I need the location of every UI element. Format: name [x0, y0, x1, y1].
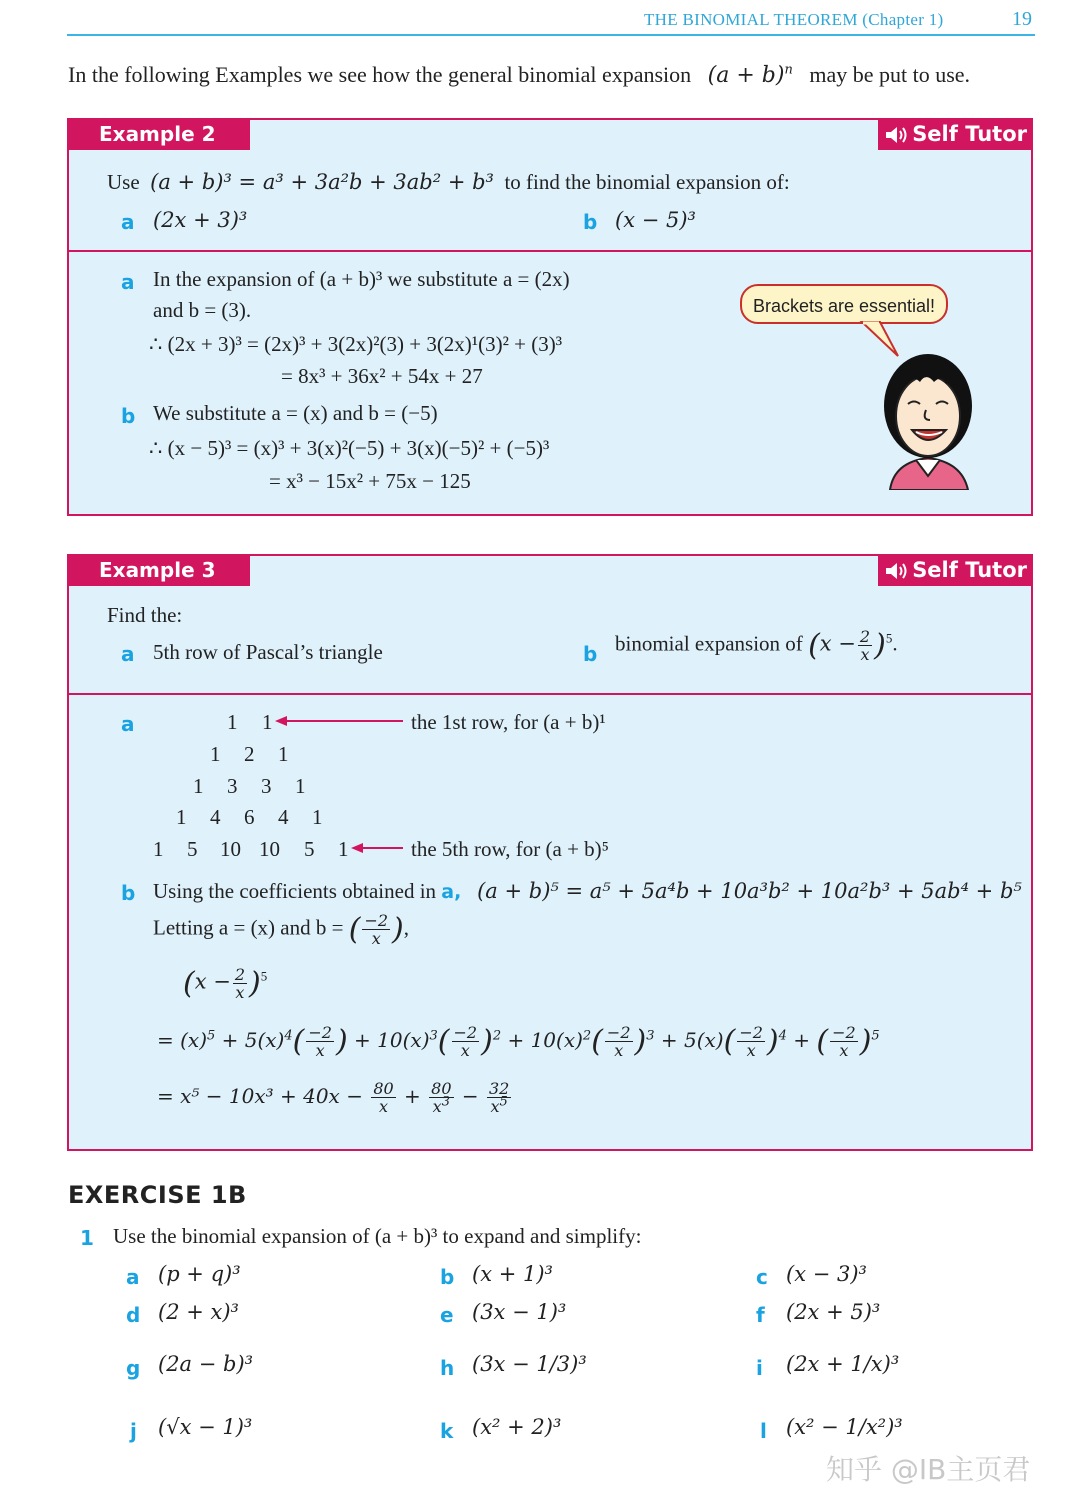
running-header: THE BINOMIAL THEOREM (Chapter 1)	[644, 10, 944, 29]
page-number: 19	[1012, 8, 1032, 30]
exercise-part-expression: (x − 3)³	[786, 1262, 867, 1286]
exercise-part-expression: (x² − 1/x²)³	[786, 1415, 903, 1439]
part-b-text: binomial expansion of (x − $\frac{2}{x}$ )$^5$.	[615, 627, 898, 664]
exercise-part-label: j	[130, 1419, 137, 1443]
expansion-line: = $(x)^5 + 5(x)^4$( $\frac{-2}{x}$ ) + $10(x)^3$( $\frac{-2}{x}$ )$^2 + 10(x)^2$( $\frac{-2}{x}$ )$^3$ + 5(x)( $\frac{-2}{x}$ )$^4$ + ( $\frac{-2}{x}$ )$^5$	[157, 1023, 880, 1060]
watermark: 知乎 @IB主页君	[826, 1453, 1031, 1486]
pascal-entry: 1	[193, 774, 204, 798]
exercise-part-expression: (√x − 1)³	[158, 1415, 253, 1439]
pascal-entry: 1	[295, 774, 306, 798]
part-a-text: 5th row of Pascal’s triangle	[153, 640, 383, 664]
exercise-part-label: c	[756, 1265, 768, 1289]
solution-b-line: We substitute a = (x) and b = (−5)	[153, 401, 438, 425]
header-rule	[67, 34, 1035, 36]
exercise-part-label: k	[440, 1419, 454, 1443]
exercise-part-expression: (2x + 5)³	[786, 1300, 881, 1324]
expression-line: (x − $\frac{2}{x}$ )$^5$	[183, 965, 268, 1002]
exercise-part-label: b	[440, 1265, 455, 1289]
exercise-part-expression: (2 + x)³	[158, 1300, 239, 1324]
pascal-entry: 1	[153, 837, 164, 861]
part-b-expression: (x − 5)³	[615, 208, 696, 232]
arrow-icon	[351, 841, 405, 855]
row-1-note: the 1st row, for (a + b)¹	[411, 710, 606, 734]
exercise-part-label: l	[760, 1419, 767, 1443]
exercise-title: EXERCISE 1B	[68, 1181, 247, 1209]
question-solution-divider	[69, 250, 1031, 252]
solution-b-intro: Using the coefficients obtained in a, (a + b)⁵ = a⁵ + 5a⁴b + 10a³b² + 10a²b³ + 5ab⁴ + b⁵	[153, 879, 1022, 903]
example-3-box	[67, 554, 1033, 1151]
part-a-label: a	[121, 642, 135, 666]
pascal-entry: 4	[210, 805, 221, 829]
solution-b-line: ∴ (x − 5)³ = (x)³ + 3(x)²(−5) + 3(x)(−5)² + (−5)³	[149, 436, 550, 460]
exercise-part-expression: (3x − 1)³	[472, 1300, 567, 1324]
intro-tail: may be put to use.	[809, 62, 971, 87]
solution-a-line: = 8x³ + 36x² + 54x + 27	[281, 364, 483, 388]
cartoon-tutor-illustration	[876, 344, 980, 490]
exercise-part-expression: (p + q)³	[158, 1262, 241, 1286]
final-result-line: = x⁵ − 10x³ + 40x − $\frac{80}{x}$ + $\frac{80}{x^3}$ − $\frac{32}{x^5}$	[157, 1079, 510, 1116]
example-3-tag: Example 3	[67, 554, 250, 586]
pascal-entry: 10	[259, 837, 280, 861]
intro-paragraph: In the following Examples we see how the general binomial expansion $(a + b)^n$ may be put to use.	[68, 62, 971, 88]
example-3-question: Find the:	[107, 603, 183, 627]
pascal-entry: 1	[210, 742, 221, 766]
question-number: 1	[80, 1226, 94, 1250]
exercise-part-label: e	[440, 1303, 454, 1327]
intro-text: In the following Examples we see how the general binomial expansion	[68, 62, 692, 87]
solution-a-line: ∴ (2x + 3)³ = (2x)³ + 3(2x)²(3) + 3(2x)¹(3)² + (3)³	[149, 332, 563, 356]
pascal-entry: 1	[338, 837, 349, 861]
self-tutor-button[interactable]	[878, 554, 1033, 586]
solution-a-line: and b = (3).	[153, 298, 252, 322]
pascal-entry: 1	[312, 805, 323, 829]
pascal-entry: 6	[244, 805, 255, 829]
self-tutor-label: Self Tutor	[912, 558, 1027, 582]
exercise-part-expression: (x² + 2)³	[472, 1415, 562, 1439]
solution-a-label: a	[121, 712, 135, 736]
arrow-icon	[275, 714, 405, 728]
solution-b-label: b	[121, 404, 136, 428]
pascal-entry: 4	[278, 805, 289, 829]
part-a-label: a	[121, 210, 135, 234]
speaker-icon	[884, 125, 908, 145]
solution-a-line: In the expansion of (a + b)³ we substitute a = (2x)	[153, 267, 570, 291]
exercise-part-label: a	[126, 1265, 140, 1289]
exercise-part-label: d	[126, 1303, 141, 1327]
question-1-text: Use the binomial expansion of (a + b)³ to expand and simplify:	[113, 1224, 642, 1248]
question-solution-divider	[69, 693, 1031, 695]
exercise-part-expression: (3x − 1/3)³	[472, 1352, 587, 1376]
pascal-entry: 1	[278, 742, 289, 766]
part-a-expression: (2x + 3)³	[153, 208, 248, 232]
example-2-question: Use (a + b)³ = a³ + 3a²b + 3ab² + b³ to find the binomial expansion of:	[107, 170, 790, 194]
exercise-part-expression: (x + 1)³	[472, 1262, 553, 1286]
pascal-entry: 1	[227, 710, 238, 734]
pascal-entry: 5	[304, 837, 315, 861]
pascal-entry: 1	[262, 710, 273, 734]
pascal-entry: 2	[244, 742, 255, 766]
pascal-entry: 3	[261, 774, 272, 798]
exercise-part-label: g	[126, 1356, 141, 1380]
letting-line: Letting a = (x) and b = ( $\frac{-2}{x}$ ),	[153, 911, 409, 948]
exercise-part-label: f	[756, 1303, 765, 1327]
self-tutor-button[interactable]	[878, 118, 1033, 150]
pascal-entry: 5	[187, 837, 198, 861]
part-b-label: b	[583, 210, 598, 234]
speaker-icon	[884, 561, 908, 581]
exercise-part-expression: (2x + 1/x)³	[786, 1352, 900, 1376]
exercise-part-expression: (2a − b)³	[158, 1352, 254, 1376]
self-tutor-label: Self Tutor	[912, 122, 1027, 146]
pascal-entry: 1	[176, 805, 187, 829]
part-b-label: b	[583, 642, 598, 666]
exercise-part-label: h	[440, 1356, 455, 1380]
solution-a-label: a	[121, 270, 135, 294]
pascal-entry: 3	[227, 774, 238, 798]
row-5-note: the 5th row, for (a + b)⁵	[411, 837, 609, 861]
exercise-part-label: i	[756, 1356, 763, 1380]
solution-b-label: b	[121, 881, 136, 905]
pascal-entry: 10	[220, 837, 241, 861]
example-2-tag: Example 2	[67, 118, 250, 150]
speech-bubble: Brackets are essential!	[740, 284, 948, 324]
solution-b-line: = x³ − 15x² + 75x − 125	[269, 469, 471, 493]
